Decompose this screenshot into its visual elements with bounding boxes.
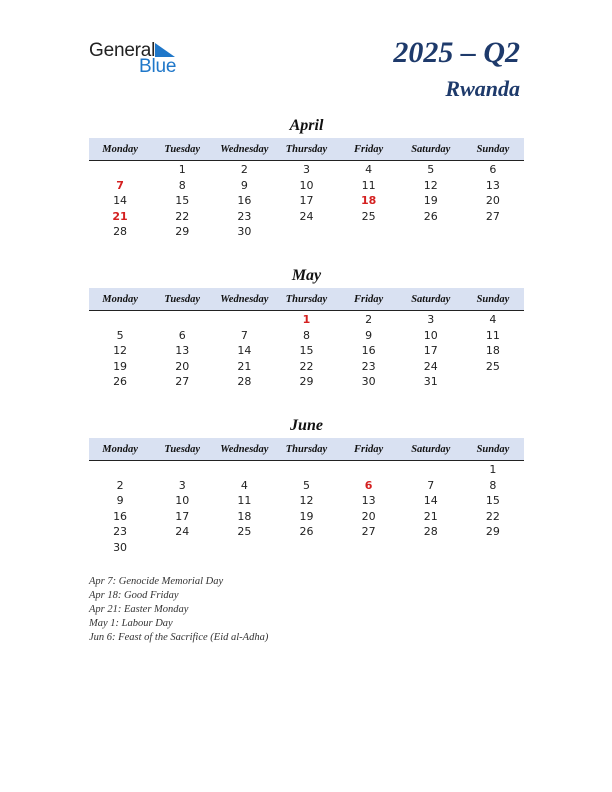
day-cell: 12 (113, 344, 128, 358)
logo-triangle-icon (155, 43, 175, 57)
day-cell: 6 (489, 163, 497, 177)
week-row (89, 343, 524, 359)
day-cell: 28 (237, 375, 252, 389)
day-cell: 29 (299, 375, 314, 389)
day-cell: 14 (113, 194, 128, 208)
day-cell: 31 (423, 375, 438, 389)
holiday-day-cell: 6 (364, 478, 373, 492)
day-cell: 7 (240, 328, 248, 342)
day-cell: 23 (113, 525, 128, 539)
day-cell: 20 (175, 359, 190, 373)
weekday-header: Wednesday (220, 293, 269, 305)
weekday-header: Friday (354, 443, 384, 455)
day-cell: 29 (485, 525, 500, 539)
day-cell: 23 (361, 359, 376, 373)
day-cell: 8 (178, 178, 186, 192)
day-cell: 18 (237, 509, 252, 523)
week-row (89, 178, 524, 194)
day-cell: 19 (299, 509, 314, 523)
week-row (89, 524, 524, 540)
day-cell: 25 (361, 209, 376, 223)
day-cell: 9 (365, 328, 373, 342)
day-cell: 21 (237, 359, 252, 373)
week-row (89, 478, 524, 494)
day-cell: 25 (485, 359, 500, 373)
day-cell: 1 (178, 163, 186, 177)
day-cell: 5 (427, 163, 435, 177)
weekday-header: Sunday (476, 293, 510, 305)
day-cell: 8 (302, 328, 310, 342)
day-cell: 11 (361, 178, 376, 192)
day-cell: 17 (423, 344, 438, 358)
day-cell: 22 (175, 209, 190, 223)
week-row (89, 540, 524, 556)
day-cell: 9 (240, 178, 248, 192)
holiday-note: Apr 21: Easter Monday (89, 604, 189, 615)
day-cell: 24 (299, 209, 314, 223)
weekday-header: Monday (102, 293, 138, 305)
weekday-header: Saturday (411, 143, 451, 155)
holiday-day-cell: 7 (116, 178, 124, 192)
logo-text-general: General (89, 40, 156, 61)
day-cell: 5 (116, 328, 124, 342)
week-row (89, 374, 524, 390)
day-cell: 14 (423, 494, 438, 508)
weekday-header-row (89, 288, 524, 311)
week-row (89, 224, 524, 240)
day-cell: 15 (175, 194, 190, 208)
holiday-day-cell: 18 (360, 194, 377, 208)
month-title: April (289, 117, 324, 134)
weekday-header: Tuesday (164, 293, 201, 305)
weekday-header: Thursday (285, 443, 328, 455)
weekday-header: Friday (354, 143, 384, 155)
week-row (89, 493, 524, 509)
week-row (89, 328, 524, 344)
weekday-header: Thursday (285, 143, 328, 155)
day-cell: 6 (178, 328, 186, 342)
day-cell: 3 (178, 478, 186, 492)
holiday-notes (89, 575, 268, 645)
day-cell: 21 (423, 509, 438, 523)
day-cell: 12 (299, 494, 314, 508)
day-cell: 22 (299, 359, 314, 373)
weekday-header: Wednesday (220, 143, 269, 155)
day-cell: 16 (237, 194, 252, 208)
day-cell: 30 (237, 225, 252, 239)
day-cell: 28 (423, 525, 438, 539)
day-cell: 24 (175, 525, 190, 539)
generalblue-logo (89, 40, 189, 76)
day-cell: 2 (240, 163, 248, 177)
day-cell: 10 (423, 328, 438, 342)
holiday-day-cell: 1 (302, 313, 311, 327)
day-cell: 27 (485, 209, 500, 223)
day-cell: 5 (302, 478, 310, 492)
day-cell: 20 (361, 509, 376, 523)
day-cell: 11 (485, 328, 500, 342)
day-cell: 30 (361, 375, 376, 389)
day-cell: 17 (175, 509, 190, 523)
week-row (89, 209, 524, 225)
day-cell: 14 (237, 344, 252, 358)
day-cell: 17 (299, 194, 314, 208)
weekday-header: Monday (102, 143, 138, 155)
day-cell: 13 (175, 344, 190, 358)
day-cell: 10 (299, 178, 314, 192)
day-cell: 11 (237, 494, 252, 508)
week-row (89, 162, 524, 178)
weekday-header: Friday (354, 293, 384, 305)
day-cell: 1 (489, 463, 497, 477)
weekday-header: Tuesday (164, 443, 201, 455)
day-cell: 16 (361, 344, 376, 358)
day-cell: 9 (116, 494, 124, 508)
month-calendar-june (89, 416, 524, 555)
day-cell: 7 (427, 478, 435, 492)
holiday-note: Jun 6: Feast of the Sacrifice (Eid al-Adha) (89, 632, 269, 643)
day-cell: 28 (113, 225, 128, 239)
week-row (89, 312, 524, 328)
day-cell: 27 (175, 375, 190, 389)
weekday-header: Monday (102, 443, 138, 455)
week-row (89, 462, 524, 478)
day-cell: 15 (485, 494, 500, 508)
weekday-header: Sunday (476, 143, 510, 155)
day-cell: 23 (237, 209, 252, 223)
month-calendar-may (89, 266, 524, 390)
weekday-header-row (89, 438, 524, 461)
day-cell: 20 (485, 194, 500, 208)
week-row (89, 509, 524, 525)
weekday-header: Sunday (476, 443, 510, 455)
day-cell: 29 (175, 225, 190, 239)
day-cell: 25 (237, 525, 252, 539)
day-cell: 15 (299, 344, 314, 358)
week-row (89, 359, 524, 375)
month-title: June (290, 417, 323, 434)
weekday-header: Saturday (411, 443, 451, 455)
day-cell: 26 (113, 375, 128, 389)
day-cell: 30 (113, 540, 128, 554)
day-cell: 4 (365, 163, 373, 177)
day-cell: 2 (116, 478, 124, 492)
page-title: 2025 – Q2 (393, 36, 520, 69)
day-cell: 2 (365, 313, 373, 327)
day-cell: 13 (361, 494, 376, 508)
week-row (89, 193, 524, 209)
holiday-note: Apr 7: Genocide Memorial Day (89, 576, 224, 587)
day-cell: 22 (485, 509, 500, 523)
day-cell: 3 (427, 313, 435, 327)
day-cell: 19 (423, 194, 438, 208)
day-cell: 18 (485, 344, 500, 358)
day-cell: 24 (423, 359, 438, 373)
day-cell: 13 (485, 178, 500, 192)
day-cell: 26 (299, 525, 314, 539)
month-calendar-april (89, 116, 524, 240)
weekday-header: Saturday (411, 293, 451, 305)
day-cell: 12 (423, 178, 438, 192)
day-cell: 16 (113, 509, 128, 523)
country-name: Rwanda (445, 76, 520, 101)
day-cell: 27 (361, 525, 376, 539)
day-cell: 19 (113, 359, 128, 373)
day-cell: 4 (240, 478, 248, 492)
holiday-note: Apr 18: Good Friday (89, 590, 179, 601)
holiday-day-cell: 21 (112, 209, 128, 223)
day-cell: 8 (489, 478, 497, 492)
holiday-note: May 1: Labour Day (89, 618, 173, 629)
day-cell: 10 (175, 494, 190, 508)
weekday-header: Thursday (285, 293, 328, 305)
logo-text-blue: Blue (139, 56, 177, 77)
day-cell: 26 (423, 209, 438, 223)
weekday-header-row (89, 138, 524, 161)
day-cell: 3 (302, 163, 310, 177)
weekday-header: Tuesday (164, 143, 201, 155)
month-title: May (291, 267, 322, 284)
weekday-header: Wednesday (220, 443, 269, 455)
day-cell: 4 (489, 313, 497, 327)
